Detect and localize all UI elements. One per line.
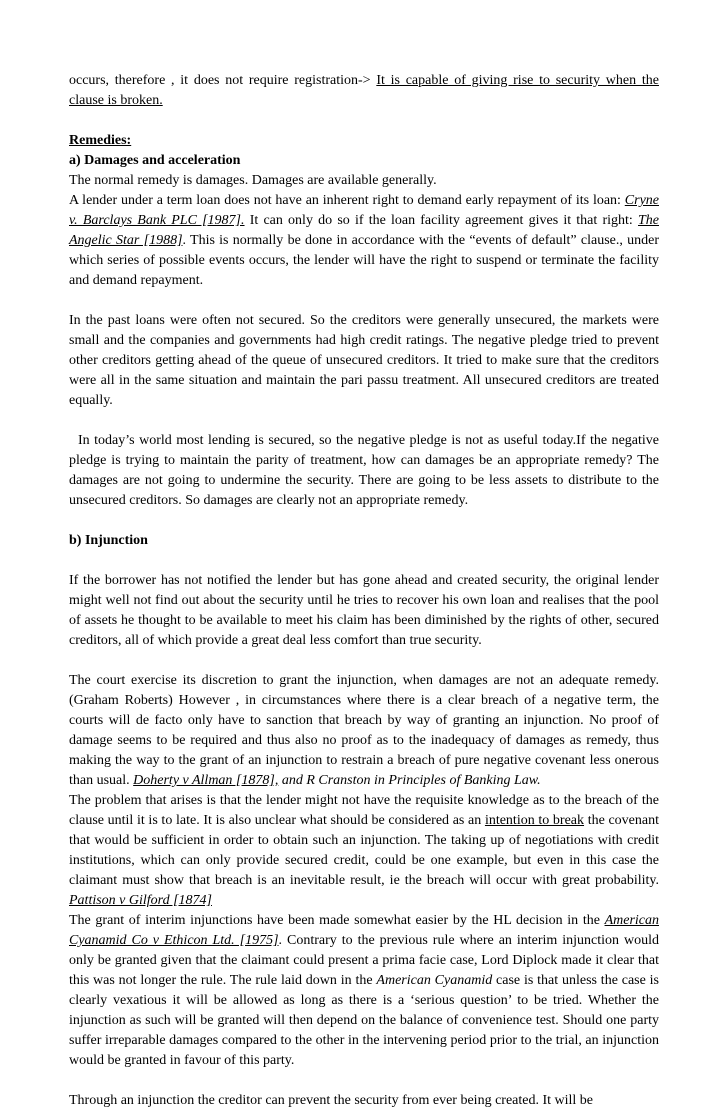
paragraph-through-injunction: Through an injunction the creditor can prevent the security from ever being created. It will be: [69, 1093, 594, 1108]
case-angelic-star: The Angelic Star [1988]: [69, 213, 659, 248]
case-doherty: Doherty v Allman [1878],: [133, 773, 279, 788]
case-pattison: Pattison v Gilford [1874]: [69, 893, 212, 908]
intention-to-break: intention to break: [484, 813, 585, 828]
problem-text-2: the covenant that would be sufficient in order to obtain such an injunction. The taking up of negotiations with credit institutions, which can only provide secured credit, could be one example, but even in this case the claimant must show that breach is an inevitable result, ie the breach will occur with great probability.: [69, 813, 659, 888]
interim-text-2: . Contrary to the previous rule where an interim injunction would only be granted given that the claimant could present a prima facie case, Lord Diplock made it clear that this was not longer the rule. The rule laid down in the: [69, 933, 659, 988]
interim-text-3: case is that unless the case is clearly vexatious it will be allowed as long as there is a ‘serious question’ to be tried. Whether the injunction as such will be granted will then depend on the balance of convenience test. Should one party suffer irreparable damages compared to the other in the intervening period prior to the trial, an injunction would be granted in favour of this party.: [69, 973, 660, 1068]
problem-text-1: The problem that arises is that the lender might not have the requisite knowledge as to the breach of the clause until it is to late. It is also unclear what should be considered as an: [69, 793, 659, 828]
paragraph-court-discretion: [69, 671, 659, 791]
paragraph-past-loans: In the past loans were often not secured. So the creditors were generally unsecured, the markets were small and the companies and governments had high credit ratings. The negative pledge tried to prevent other creditors getting ahead of the queue of unsecured creditors. It tried to make sure that the creditors were all in the same situation and maintain the pari passu treatment. All unsecured creditors are treated equally.: [69, 313, 659, 408]
paragraph-interim: [69, 911, 659, 1071]
interim-text-1: The grant of interim injunctions have been made somewhat easier by the HL decision in the: [69, 913, 605, 928]
paragraph-intro: [69, 71, 659, 111]
document-page: [69, 71, 663, 1111]
section-a-heading: a) Damages and acceleration: [69, 153, 241, 168]
intro-text: occurs, therefore , it does not require registration->: [69, 73, 377, 88]
court-text-2: and R Cranston in Principles of Banking Law.: [278, 773, 541, 788]
paragraph-damages: The normal remedy is damages. Damages are available generally.: [69, 173, 437, 188]
case-cryne: Cryne v. Barclays Bank PLC [1987].: [69, 193, 659, 228]
term-loan-text-3: . This is normally be done in accordance with the “events of default” clause., under which series of possible events occurs, the lender will have the right to suspend or terminate the facility and demand repayment.: [69, 233, 659, 288]
case-american-cyanamid: American Cyanamid Co v Ethicon Ltd. [1975]: [69, 913, 659, 948]
court-text-1: The court exercise its discretion to grant the injunction, when damages are not an adequate remedy. (Graham Roberts) However , in circumstances where there is a clear breach of a negative term, the courts will de facto only have to sanction that breach by way of granting an injunction. No proof of damage seems to be required and thus also no proof as to the inadequacy of damages as remedy, thus making the way to the grant of an injunction to restrain a breach of pure negative covenant less onerous than usual.: [69, 673, 659, 788]
paragraph-term-loan: [69, 191, 659, 291]
intro-underlined-text: It is capable of giving rise to security when the clause is broken.: [69, 73, 659, 108]
paragraph-problem: [69, 791, 659, 911]
remedies-heading: Remedies:: [69, 133, 132, 148]
paragraph-borrower: If the borrower has not notified the lender but has gone ahead and created security, the original lender might well not find out about the security until he tries to recover his own loan and realises that the pool of assets he thought to be available to meet his claim has been diminished by the rights of other, secured creditors, all of which provide a great deal less comfort than true security.: [69, 573, 659, 648]
term-loan-text-2: It can only do so if the loan facility agreement gives it that right:: [244, 213, 638, 228]
term-loan-text-1: A lender under a term loan does not have an inherent right to demand early repayment of its loan:: [69, 193, 625, 208]
section-b-heading: b) Injunction: [69, 533, 148, 548]
case-american-cyanamid-short: American Cyanamid: [376, 973, 493, 988]
paragraph-todays-world: In today’s world most lending is secured, so the negative pledge is not as useful today.If the negative pledge is trying to maintain the parity of treatment, how can damages be an appropriate remedy? The damages are not going to undermine the security. There are going to be less assets to distribute to the unsecured creditors. So damages are clearly not an appropriate remedy.: [69, 433, 663, 508]
